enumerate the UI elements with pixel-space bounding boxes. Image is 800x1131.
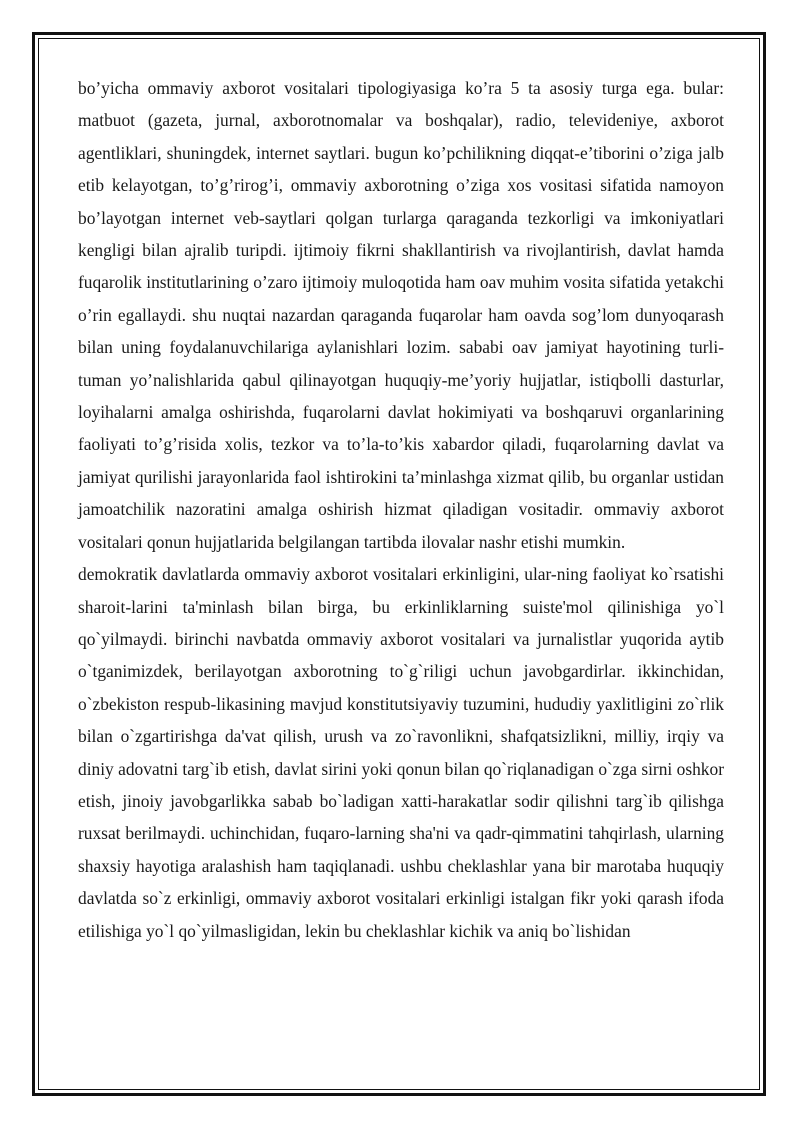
document-body <box>78 72 724 947</box>
paragraph-1: bo’yicha ommaviy axborot vositalari tipologiyasiga ko’ra 5 ta asosiy turga ega. bular: matbuot (gazeta, jurnal, axborotnomalar va boshqalar), radio, televideniye, axborot agentliklari, shuningdek, internet saytlari. bugun ko’pchilikning diqqat-e’tiborini o’ziga jalb etib kelayotgan, to’g’rirog’i, ommaviy axborotning o’ziga xos vositasi sifatida namoyon bo’layotgan internet veb-saytlari qolgan turlarga qaraganda tezkorligi va imkoniyatlari kengligi bilan ajralib turipdi. ijtimoiy fikrni shakllantirish va rivojlantirish, davlat hamda fuqarolik institutlarining o’zaro ijtimoiy muloqotida ham oav muhim vosita sifatida yetakchi o’rin egallaydi. shu nuqtai nazardan qaraganda fuqarolar ham oavda sog’lom dunyoqarash bilan uning foydalanuvchilariga aylanishlari lozim. sababi oav jamiyat hayotining turli-tuman yo’nalishlarida qabul qilinayotgan huquqiy-me’yoriy hujjatlar, istiqbolli dasturlar, loyihalarni amalga oshirishda, fuqarolarni davlat hokimiyati va boshqaruvi organlarining faoliyati to’g’risida xolis, tezkor va to’la-to’kis xabardor qiladi, fuqarolarning davlat va jamiyat qurilishi jarayonlarida faol ishtirokini ta’minlashga xizmat qilib, bu organlar ustidan jamoatchilik nazoratini amalga oshirish hizmat qiladigan vositadir. ommaviy axborot vositalari qonun hujjatlarida belgilangan tartibda ilovalar nashr etishi mumkin. <box>78 78 724 552</box>
paragraph-2: demokratik davlatlarda ommaviy axborot vositalari erkinligini, ular-ning faoliyat ko`rsatishi sharoit-larini ta'minlash bilan birga, bu erkinliklarning suiste'mol qilinishiga yo`l qo`yilmaydi. birinchi navbatda ommaviy axborot vositalari va jurnalistlar yuqorida aytib o`tganimizdek, berilayotgan axborotning to`g`riligi uchun javobgardirlar. ikkinchidan, o`zbekiston respub-likasining mavjud konstitutsiyaviy tuzumini, hududiy yaxlitligini zo`rlik bilan o`zgartirishga da'vat qilish, urush va zo`ravonlikni, shafqatsizlikni, milliy, irqiy va diniy adovatni targ`ib etish, davlat sirini yoki qonun bilan qo`riqlanadigan o`zga sirni oshkor etish, jinoiy javobgarlikka sabab bo`ladigan xatti-harakatlar sodir qilishni targ`ib qilishga ruxsat berilmaydi. uchinchidan, fuqaro-larning sha'ni va qadr-qimmatini tahqirlash, ularning shaxsiy hayotiga aralashish ham taqiqlanadi. ushbu cheklashlar yana bir marotaba huquqiy davlatda so`z erkinligi, ommaviy axborot vositalari erkinligi istalgan fikr yoki qarash ifoda etilishiga yo`l qo`yilmasligidan, lekin bu cheklashlar kichik va aniq bo`lishidan <box>78 564 724 941</box>
